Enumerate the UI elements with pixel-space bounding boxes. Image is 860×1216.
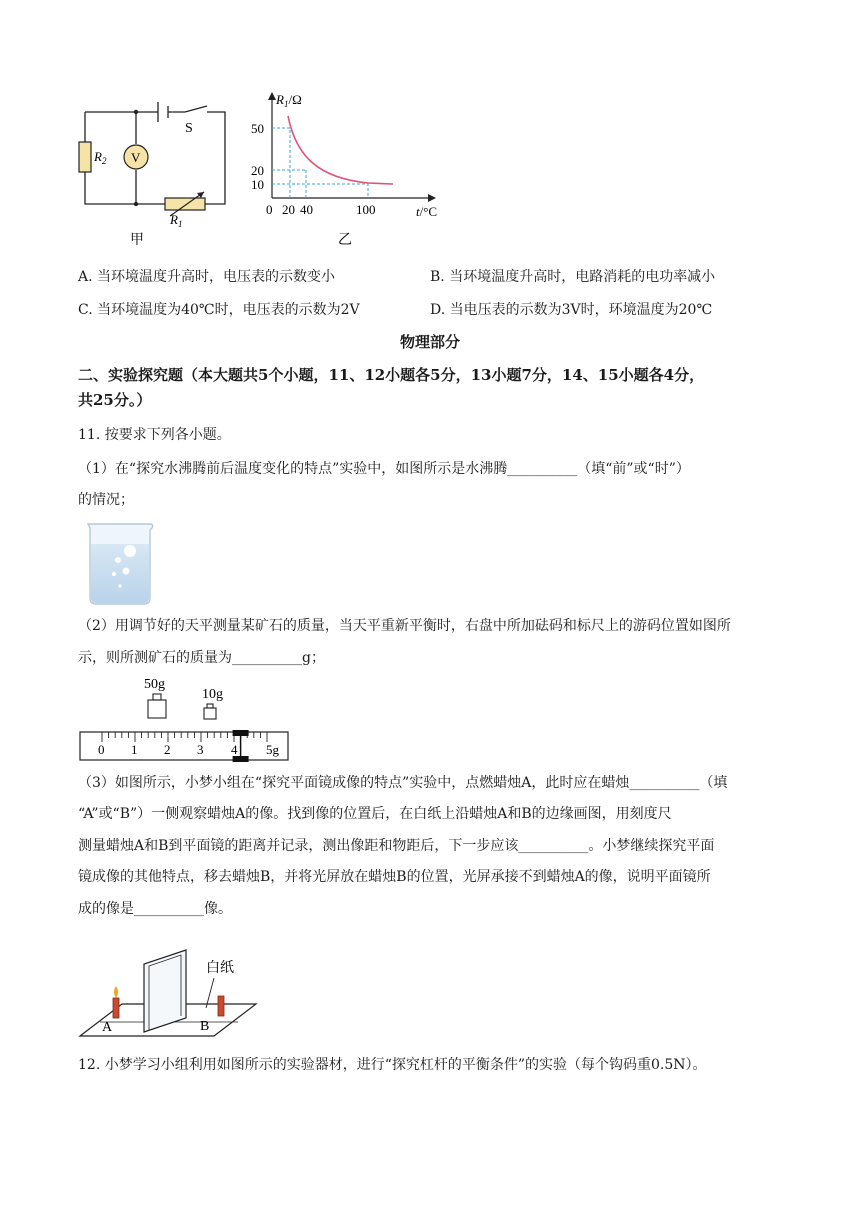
xtick-100: 100	[356, 202, 376, 217]
candle-a-label: A	[102, 1020, 113, 1035]
rt-curve	[288, 116, 393, 184]
balance-figure	[78, 672, 298, 764]
rt-graph	[248, 86, 448, 256]
q11-p3-line2: “A”或“B”）一侧观察蜡烛A的像。找到像的位置后，在白纸上沿蜡烛A和B的边缘画图，用刻度尺	[78, 806, 672, 822]
scale-ruler	[80, 732, 288, 760]
guide-lines	[272, 128, 368, 198]
water-icon	[91, 544, 149, 603]
ruler-label-2: 2	[164, 742, 171, 757]
circuit-diagram	[70, 92, 240, 252]
x-axis-label: t/°C	[416, 204, 438, 219]
xtick-0: 0	[266, 202, 273, 217]
q11-intro: 11. 按要求下列各小题。	[78, 427, 231, 443]
section-heading-line2: 共25分。）	[78, 391, 152, 409]
q11-p3-line5: 成的像是__________像。	[78, 901, 232, 917]
ruler-label-3: 3	[197, 742, 204, 757]
option-b: B. 当环境温度升高时，电路消耗的电功率减小	[430, 269, 716, 285]
beaker-figure	[84, 520, 156, 606]
q11-p1-line1: （1）在“探究水沸腾前后温度变化的特点”实验中，如图所示是水沸腾__________（填“前”或“时”）	[78, 461, 690, 477]
q11-p2-line2: 示，则所测矿石的质量为__________g；	[78, 650, 325, 666]
circuit-caption: 甲	[130, 233, 144, 248]
r1-thermistor	[165, 198, 205, 210]
weight-10g-icon	[204, 708, 216, 719]
r1-label: $R_1$	[170, 212, 183, 229]
q12-text: 12. 小梦学习小组利用如图所示的实验器材，进行“探究杠杆的平衡条件”的实验（每个钩码重0.5N）。	[78, 1057, 707, 1073]
section-heading-line1: 二、实验探究题（本大题共5个小题，11、12小题各5分，13小题7分，14、15小题各4分，	[78, 366, 705, 384]
beaker-svg	[84, 520, 156, 606]
rider-icon	[233, 730, 249, 736]
glass-pane	[144, 950, 186, 1032]
option-d: D. 当电压表的示数为3V时，环境温度为20℃	[430, 302, 713, 318]
ytick-50: 50	[251, 121, 264, 136]
ruler-label-4: 4	[231, 742, 238, 757]
mirror-figure	[78, 934, 268, 1040]
option-a: A. 当环境温度升高时，电压表的示数变小	[78, 269, 336, 285]
q11-p2-line1: （2）用调节好的天平测量某矿石的质量，当天平重新平衡时，右盘中所加砝码和标尺上的游码位置如图所	[78, 618, 731, 634]
balance-svg	[78, 672, 298, 764]
weight-10g-label: 10g	[202, 687, 223, 702]
ytick-20: 20	[251, 163, 264, 178]
section-title: 物理部分	[399, 333, 460, 351]
candle-b-icon	[218, 996, 224, 1016]
weight-50g-label: 50g	[144, 677, 165, 692]
weight-50g-icon	[148, 700, 166, 718]
option-c: C. 当环境温度为40℃时，电压表的示数为2V	[78, 302, 360, 318]
rt-graph-svg	[248, 86, 448, 256]
r2-resistor	[79, 142, 91, 172]
ytick-10: 10	[251, 177, 264, 192]
ruler-label-1: 1	[131, 742, 138, 757]
ruler-label-5: 5g	[266, 742, 279, 757]
ruler-label-0: 0	[98, 742, 105, 757]
r2-label: $R_2$	[94, 149, 107, 166]
voltmeter-label: V	[131, 150, 141, 165]
paper-label: 白纸	[206, 961, 234, 976]
candle-a-icon	[113, 998, 119, 1018]
bubble-icon	[124, 545, 136, 557]
xtick-40: 40	[300, 202, 313, 217]
circuit-svg	[70, 92, 240, 252]
graph-caption: 乙	[338, 233, 352, 248]
candle-b-label: B	[200, 1019, 210, 1034]
y-axis-label: $R_1/\Omega$	[276, 92, 302, 109]
switch-label: S	[185, 121, 193, 136]
xtick-20: 20	[282, 202, 295, 217]
q11-p1-line2: 的情况；	[78, 492, 134, 508]
mirror-svg	[78, 934, 268, 1040]
q11-p3-line3: 测量蜡烛A和B到平面镜的距离并记录，测出像距和物距后，下一步应该__________。小梦继续探究平面	[78, 838, 715, 854]
q11-p3-line4: 镜成像的其他特点，移去蜡烛B，并将光屏放在蜡烛B的位置，光屏承接不到蜡烛A的像，说明平面镜所	[78, 869, 711, 885]
flame-icon	[114, 986, 118, 998]
q11-p3-line1: （3）如图所示，小梦小组在“探究平面镜成像的特点”实验中，点燃蜡烛A，此时应在蜡烛__________（填	[78, 775, 728, 791]
